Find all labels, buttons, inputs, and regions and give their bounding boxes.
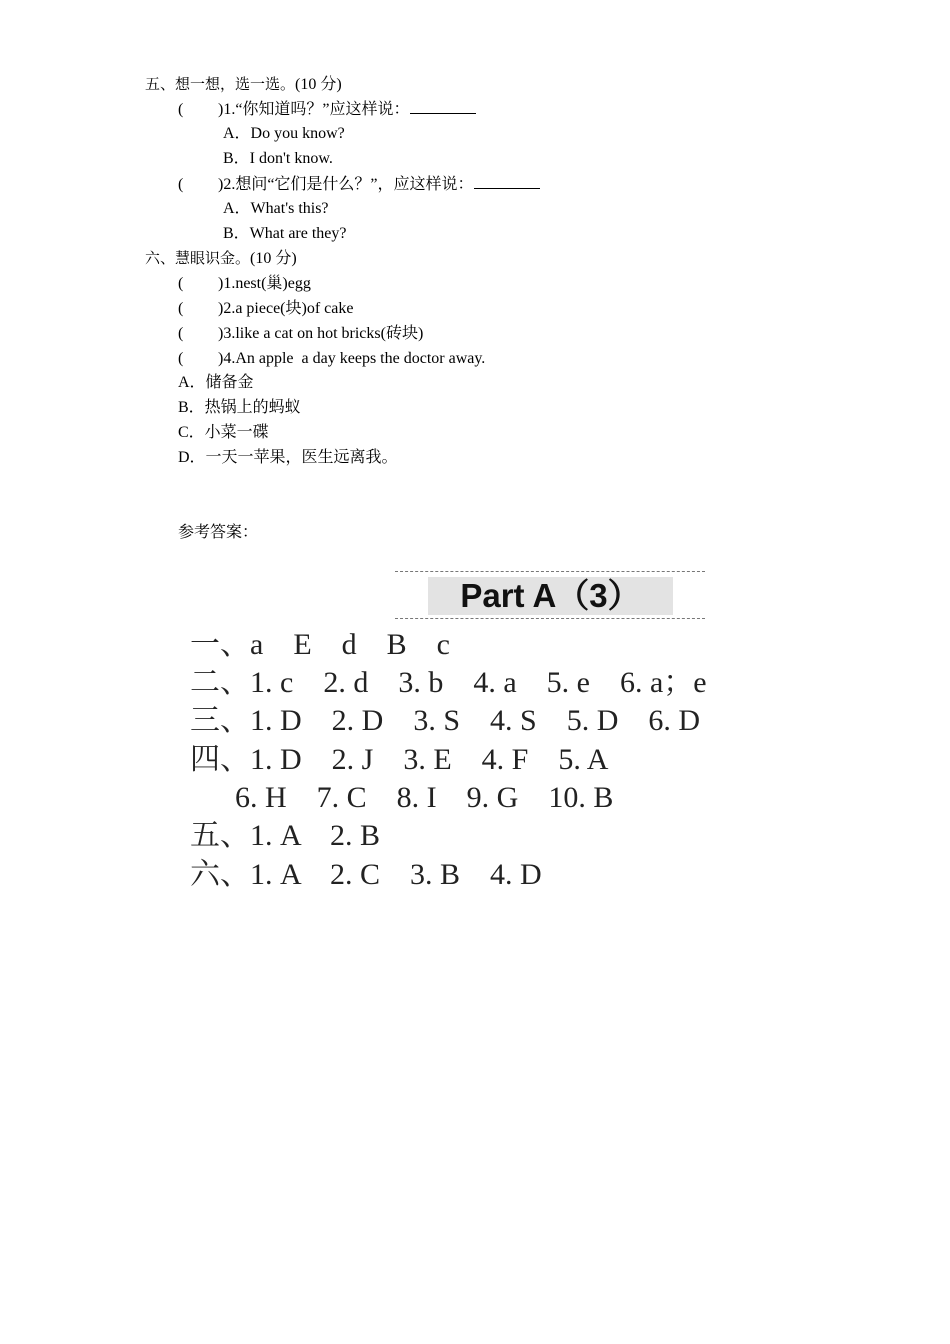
answer-key-image (185, 565, 715, 895)
item-text: )3.like a cat on hot bricks(砖块) (218, 325, 424, 342)
item-text: )1.nest(巢)egg (218, 275, 311, 292)
section6-title: 六、慧眼识金。 (145, 249, 251, 267)
section6-option-d: D．一天一苹果，医生远离我。 (178, 449, 398, 466)
answer-blank[interactable] (474, 174, 540, 189)
answer-row-2: 二、1. c 2. d 3. b 4. a 5. e 6. a；e (190, 666, 707, 699)
section5-title: 五、想一想，选一选。 (145, 75, 296, 93)
answer-paren[interactable]: ( (178, 176, 184, 193)
section6-item-1 (178, 274, 311, 294)
question-text: )1.“你知道吗？”应这样说： (218, 101, 410, 118)
section6-item-3 (178, 324, 423, 344)
section6-option-a: A．储备金 (178, 374, 254, 391)
reference-answer-label: 参考答案： (178, 524, 259, 541)
section6-points: (10 分) (250, 250, 297, 267)
section5-question-2 (178, 174, 540, 195)
item-text: )2.a piece(块)of cake (218, 300, 354, 317)
answer-paren[interactable]: ( (178, 300, 184, 317)
section5-q1-option-b: B．I don't know. (223, 150, 333, 167)
answer-row-4: 四、1. D 2. J 3. E 4. F 5. A (190, 743, 609, 776)
top-dashed-rule (395, 571, 705, 572)
section6-item-4 (178, 349, 485, 369)
answer-row-5: 6. H 7. C 8. I 9. G 10. B (190, 781, 614, 814)
section5-q1-option-a: A．Do you know? (223, 125, 345, 142)
answer-row-6: 五、1. A 2. B (190, 819, 381, 852)
answer-paren[interactable]: ( (178, 275, 184, 292)
question-text: )2.想问“它们是什么？”，应这样说： (218, 176, 474, 193)
bottom-dashed-rule (395, 618, 705, 619)
section6-item-2 (178, 299, 353, 319)
section6-option-c: C．小菜一碟 (178, 424, 269, 441)
section5-question-1 (178, 99, 476, 120)
section6-option-b: B．热锅上的蚂蚁 (178, 399, 301, 416)
section5-q2-option-a: A．What's this? (223, 200, 329, 217)
section6-heading (145, 248, 297, 269)
section5-points: (10 分) (295, 76, 342, 93)
item-text: )4.An apple a day keeps the doctor away. (218, 350, 486, 367)
answer-row-1: 一、a E d B c (190, 628, 450, 661)
answer-row-3: 三、1. D 2. D 3. S 4. S 5. D 6. D (190, 704, 701, 737)
answer-paren[interactable]: ( (178, 350, 184, 367)
part-title: Part A（3） (460, 577, 641, 614)
answer-paren[interactable]: ( (178, 101, 184, 118)
answer-row-7: 六、1. A 2. C 3. B 4. D (190, 858, 542, 891)
section5-heading (145, 74, 342, 95)
answer-paren[interactable]: ( (178, 325, 184, 342)
section5-q2-option-b: B．What are they? (223, 225, 347, 242)
answer-blank[interactable] (410, 99, 476, 114)
